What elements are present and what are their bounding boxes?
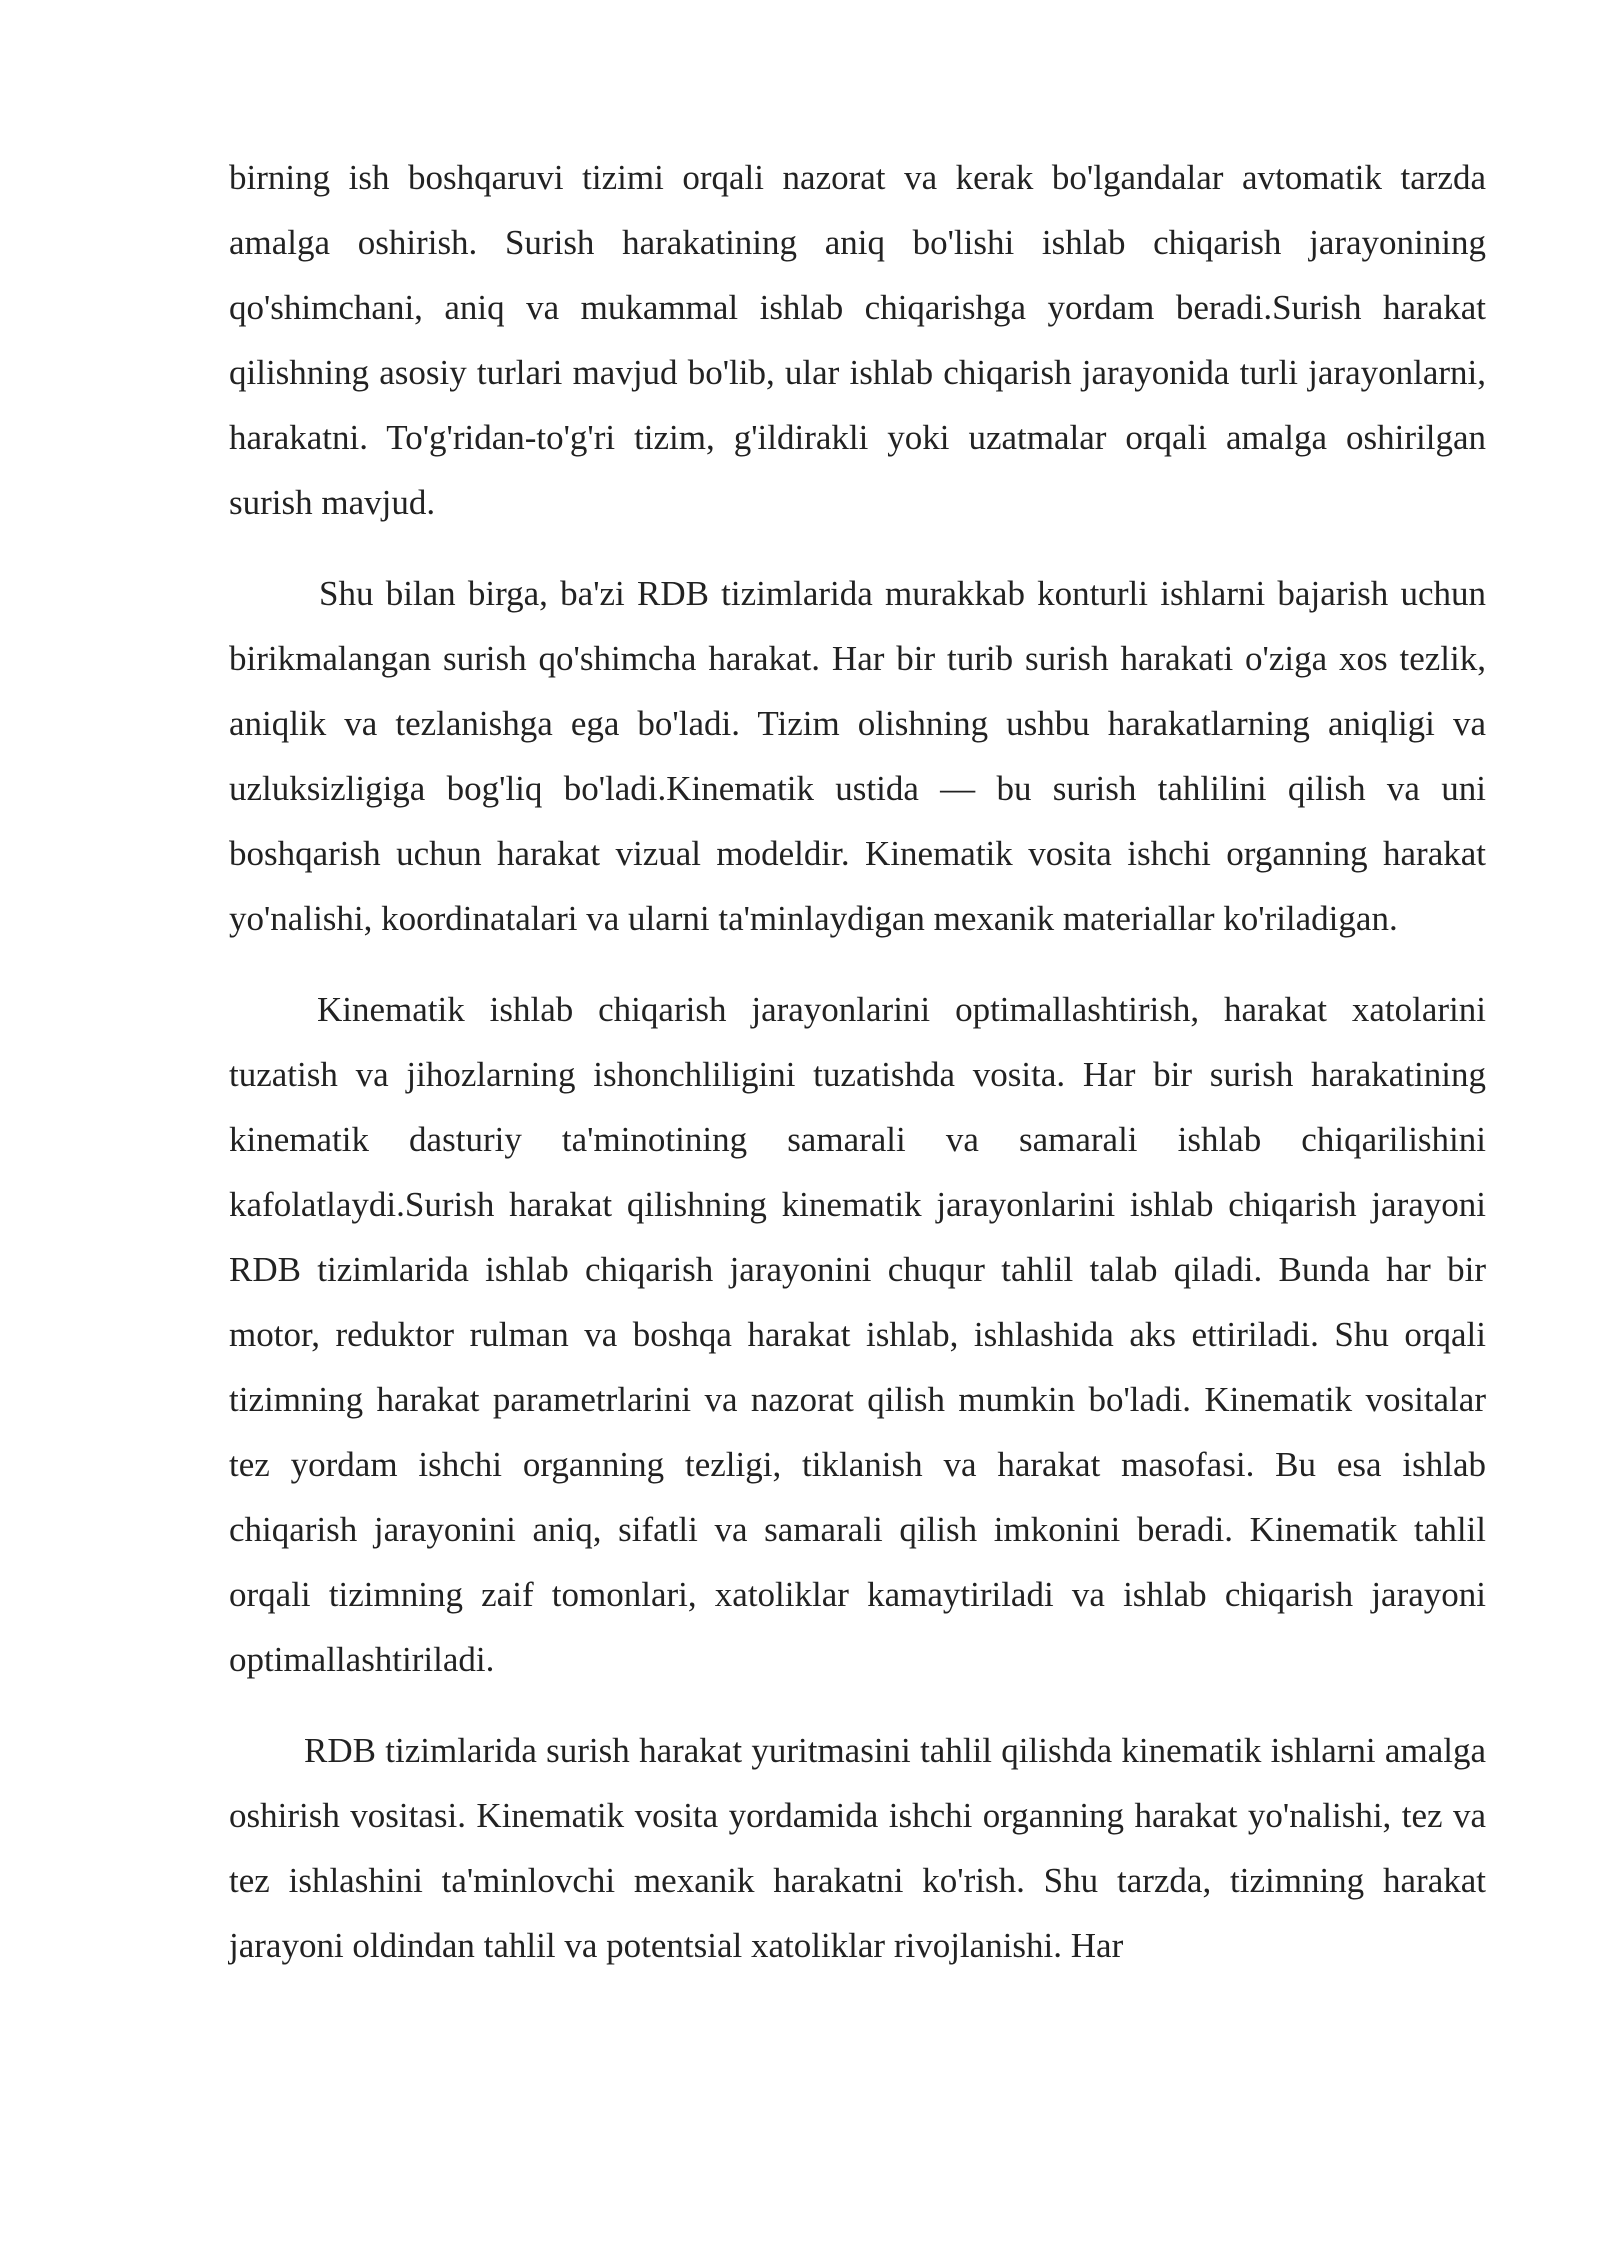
paragraph-4: RDB tizimlarida surish harakat yuritmasini tahlil qilishda kinematik ishlarni amalga oshirish vositasi. Kinematik vosita yordamida ishchi organning harakat yo'nalishi, tez va tez ishlashini ta'minlovchi mexanik harakatni ko'rish. Shu tarzda, tizimning harakat jarayoni oldindan tahlil va potentsial xatoliklar rivojlanishi. Har [229,1731,1486,1965]
document-body [229,145,1486,1978]
paragraph-1: birning ish boshqaruvi tizimi orqali nazorat va kerak bo'lgandalar avtomatik tarzda amalga oshirish. Surish harakatining aniq bo'lishi ishlab chiqarish jarayonining qo'shimchani, aniq va mukammal ishlab chiqarishga yordam beradi.Surish harakat qilishning asosiy turlari mavjud bo'lib, ular ishlab chiqarish jarayonida turli jarayonlarni, harakatni. To'g'ridan-to'g'ri tizim, g'ildirakli yoki uzatmalar orqali amalga oshirilgan surish mavjud. [229,158,1486,522]
paragraph-2: Shu bilan birga, ba'zi RDB tizimlarida murakkab konturli ishlarni bajarish uchun birikmalangan surish qo'shimcha harakat. Har bir turib surish harakati o'ziga xos tezlik, aniqlik va tezlanishga ega bo'ladi. Tizim olishning ushbu harakatlarning aniqligi va uzluksizligiga bog'liq bo'ladi.Kinematik ustida — bu surish tahlilini qilish va uni boshqarish uchun harakat vizual modeldir. Kinematik vosita ishchi organning harakat yo'nalishi, koordinatalari va ularni ta'minlaydigan mexanik materiallar ko'riladigan. [229,574,1486,938]
paragraph-3: Kinematik ishlab chiqarish jarayonlarini optimallashtirish, harakat xatolarini tuzatish va jihozlarning ishonchliligini tuzatishda vosita. Har bir surish harakatining kinematik dasturiy ta'minotining samarali va samarali ishlab chiqarilishini kafolatlaydi.Surish harakat qilishning kinematik jarayonlarini ishlab chiqarish jarayoni RDB tizimlarida ishlab chiqarish jarayonini chuqur tahlil talab qiladi. Bunda har bir motor, reduktor rulman va boshqa harakat ishlab, ishlashida aks ettiriladi. Shu orqali tizimning harakat parametrlarini va nazorat qilish mumkin bo'ladi. Kinematik vositalar tez yordam ishchi organning tezligi, tiklanish va harakat masofasi. Bu esa ishlab chiqarish jarayonini aniq, sifatli va samarali qilish imkonini beradi. Kinematik tahlil orqali tizimning zaif tomonlari, xatoliklar kamaytiriladi va ishlab chiqarish jarayoni optimallashtiriladi. [229,990,1486,1679]
